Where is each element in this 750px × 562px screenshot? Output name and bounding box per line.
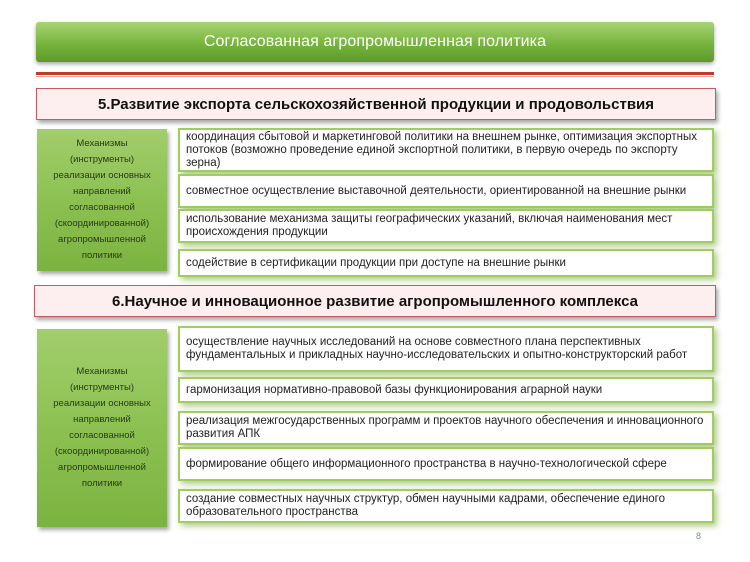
section-5-item-2: совместное осуществление выставочной деятельности, ориентированной на внешние рынки <box>178 174 714 208</box>
slide-title: Согласованная агропромышленная политика <box>36 22 714 62</box>
title-divider-shadow <box>36 76 714 77</box>
section-5-mechanisms-label: Механизмы (инструменты) реализации основных направлений согласованной (скоординированной) агропромышленной политики <box>37 129 167 271</box>
section-6-item-1: осуществление научных исследований на основе совместного плана перспективных фундаментальных и прикладных научно-исследовательских и опытно-конструкторский работ <box>178 326 714 372</box>
section-6-item-2: гармонизация нормативно-правовой базы функционирования аграрной науки <box>178 377 714 403</box>
section-6-item-5: создание совместных научных структур, обмен научными кадрами, обеспечение единого образовательного пространства <box>178 489 714 523</box>
section-5-item-4: содействие в сертификации продукции при доступе на внешние рынки <box>178 249 714 277</box>
page-number: 8 <box>696 531 702 541</box>
section-6-heading: 6.Научное и инновационное развитие агропромышленного комплекса <box>34 285 716 317</box>
title-divider <box>36 72 714 75</box>
section-5-item-3: использование механизма защиты географических указаний, включая наименования мест происхождения продукции <box>178 209 714 243</box>
section-5-item-1: координация сбытовой и маркетинговой политики на внешнем рынке, оптимизация экспортных потоков (возможно проведение единой экспортной политики, в первую очередь по экспорту зерна) <box>178 128 714 172</box>
section-6-item-4: формирование общего информационного пространства в научно-технологической сфере <box>178 447 714 481</box>
section-6-item-3: реализация межгосударственных программ и проектов научного обеспечения и инновационного развития АПК <box>178 411 714 445</box>
section-5-heading: 5.Развитие экспорта сельскохозяйственной продукции и продовольствия <box>36 88 716 120</box>
section-6-mechanisms-label: Механизмы (инструменты) реализации основных направлений согласованной (скоординированной) агропромышленной политики <box>37 329 167 527</box>
